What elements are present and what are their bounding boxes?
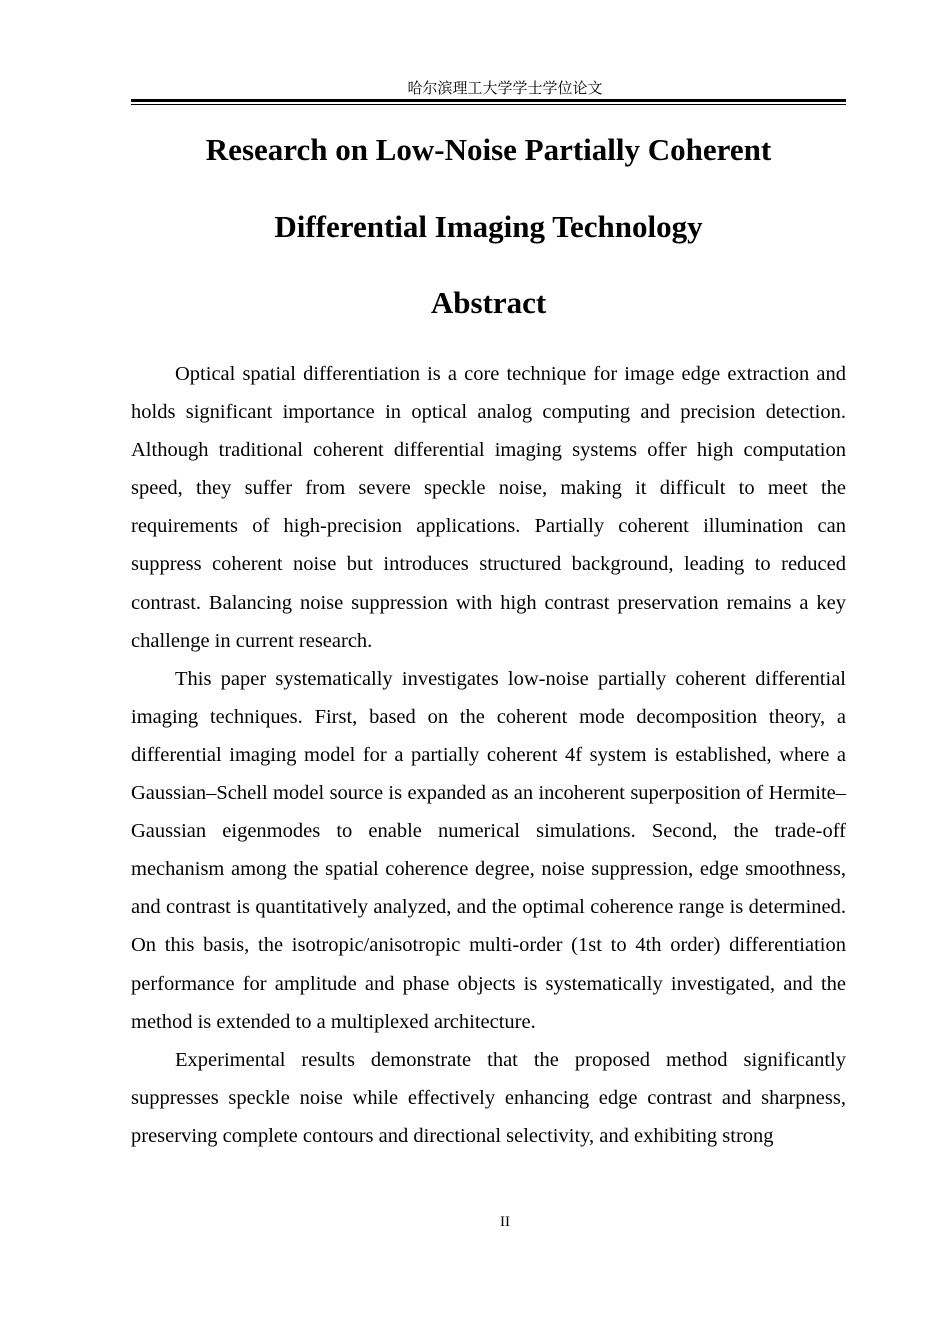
abstract-paragraph-1: Optical spatial differentiation is a core technique for image edge extraction and holds significant importance in optical analog computing and precision detection. Although traditional coherent differential imaging systems offer high computation speed, they suffer from severe speckle noise, making it difficult to meet the requirements of high-precision applications. Partially coherent illumination can suppress coherent noise but introduces structured background, leading to reduced contrast. Balancing noise suppression with high contrast preservation remains a key challenge in current research. <box>131 363 846 652</box>
abstract-body <box>131 355 846 1155</box>
header-rule-thick <box>131 99 846 102</box>
header-rule-thin <box>131 104 846 105</box>
abstract-paragraph-2: This paper systematically investigates low-noise partially coherent differential imaging techniques. First, based on the coherent mode decomposition theory, a differential imaging model for a partially coherent 4f system is established, where a Gaussian–Schell model source is expanded as an incoherent superposition of Hermite–Gaussian eigenmodes to enable numerical simulations. Second, the trade-off mechanism among the spatial coherence degree, noise suppression, edge smoothness, and contrast is quantitatively analyzed, and the optimal coherence range is determined. On this basis, the isotropic/anisotropic multi-order (1st to 4th order) differentiation performance for amplitude and phase objects is systematically investigated, and the method is extended to a multiplexed architecture. <box>131 667 846 1033</box>
running-header: 哈尔滨理工大学学士学位论文 <box>407 79 603 97</box>
thesis-title-line-1: Research on Low-Noise Partially Coherent <box>205 132 772 167</box>
page-number: II <box>500 1214 510 1230</box>
abstract-heading: Abstract <box>430 285 547 320</box>
abstract-paragraph-3: Experimental results demonstrate that the proposed method significantly suppresses speckle noise while effectively enhancing edge contrast and sharpness, preserving complete contours and directional selectivity, and exhibiting strong <box>131 1048 846 1147</box>
thesis-title-line-2: Differential Imaging Technology <box>274 209 703 244</box>
